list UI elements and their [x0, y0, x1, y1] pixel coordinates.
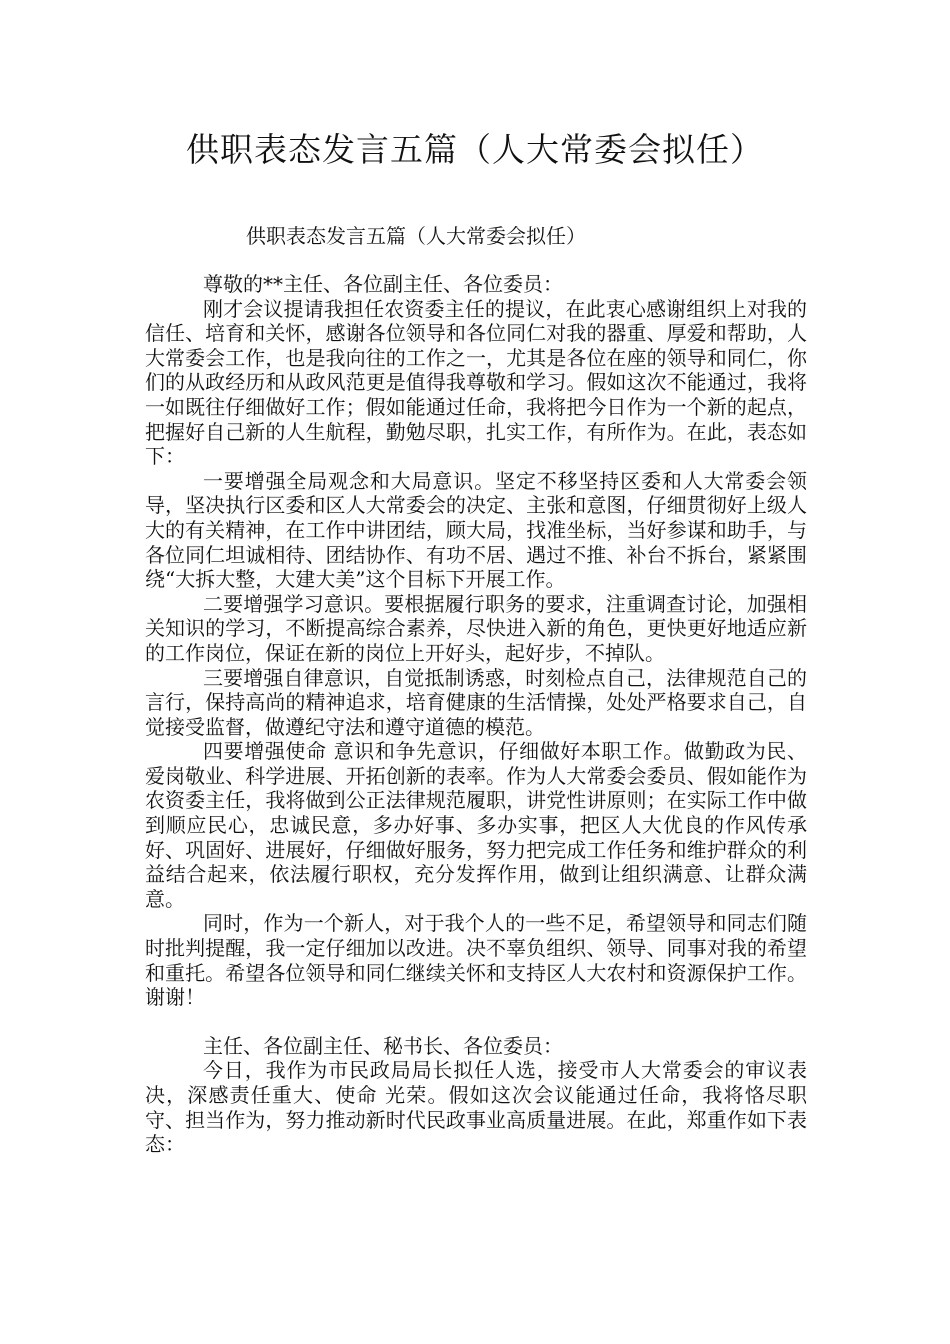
salutation: 主任、各位副主任、秘书长、各位委员： [203, 1033, 563, 1058]
body-paragraph: 今日，我作为市民政局局长拟任人选，接受市人大常委会的审议表决，深感责任重大、使命 光荣。假如这次会议能通过任命，我将恪尽职守、担当作为，努力推动新时代民政事业高质量进展。在此，郑重作如下表态： [145, 1058, 807, 1157]
body-paragraph: 二要增强学习意识。要根据履行职务的要求，注重调查讨论，加强相关知识的学习，不断提高综合素养，尽快进入新的角色，更快更好地适应新的工作岗位，保证在新的岗位上开好头，起好步，不掉队。 [145, 591, 807, 665]
document-subtitle: 供职表态发言五篇（人大常委会拟任） [246, 224, 586, 248]
document-title: 供职表态发言五篇（人大常委会拟任） [186, 130, 764, 169]
body-paragraph: 刚才会议提请我担任农资委主任的提议，在此衷心感谢组织上对我的信任、培育和关怀，感谢各位领导和各位同仁对我的器重、厚爱和帮助，人大常委会工作，也是我向往的工作之一，尤其是各位在座的领导和同仁，你们的从政经历和从政风范更是值得我尊敬和学习。假如这次不能通过，我将一如既往仔细做好工作；假如能通过任命，我将把今日作为一个新的起点，把握好自己新的人生航程，勤勉尽职，扎实工作，有所作为。在此，表态如下： [145, 296, 807, 469]
body-paragraph: 四要增强使命 意识和争先意识，仔细做好本职工作。做勤政为民、爱岗敬业、科学进展、开拓创新的表率。作为人大常委会委员、假如能作为农资委主任，我将做到公正法律规范履职，讲党性讲原则；在实际工作中做到顺应民心，忠诚民意，多办好事、多办实事，把区人大优良的作风传承好、巩固好、进展好，仔细做好服务，努力把完成工作任务和维护群众的利益结合起来，依法履行职权，充分发挥作用，做到让组织满意、让群众满意。 [145, 739, 807, 911]
document-body [145, 272, 807, 1157]
body-paragraph: 一要增强全局观念和大局意识。坚定不移坚持区委和人大常委会领导，坚决执行区委和区人大常委会的决定、主张和意图，仔细贯彻好上级人大的有关精神，在工作中讲团结，顾大局，找准坐标，当好参谋和助手，与各位同仁坦诚相待、团结协作、有功不居、遇过不推、补台不拆台，紧紧围绕“大拆大整，大建大美”这个目标下开展工作。 [145, 468, 807, 592]
body-paragraph: 三要增强自律意识，自觉抵制诱惑，时刻检点自己，法律规范自己的言行，保持高尚的精神追求，培育健康的生活情操，处处严格要求自己，自觉接受监督，做遵纪守法和遵守道德的模范。 [145, 665, 807, 739]
salutation: 尊敬的**主任、各位副主任、各位委员： [203, 272, 563, 296]
body-paragraph: 同时，作为一个新人，对于我个人的一些不足，希望领导和同志们随时批判提醒，我一定仔细加以改进。决不辜负组织、领导、同事对我的希望和重托。希望各位领导和同仁继续关怀和支持区人大农村和资源保护工作。谢谢！ [145, 911, 807, 1010]
